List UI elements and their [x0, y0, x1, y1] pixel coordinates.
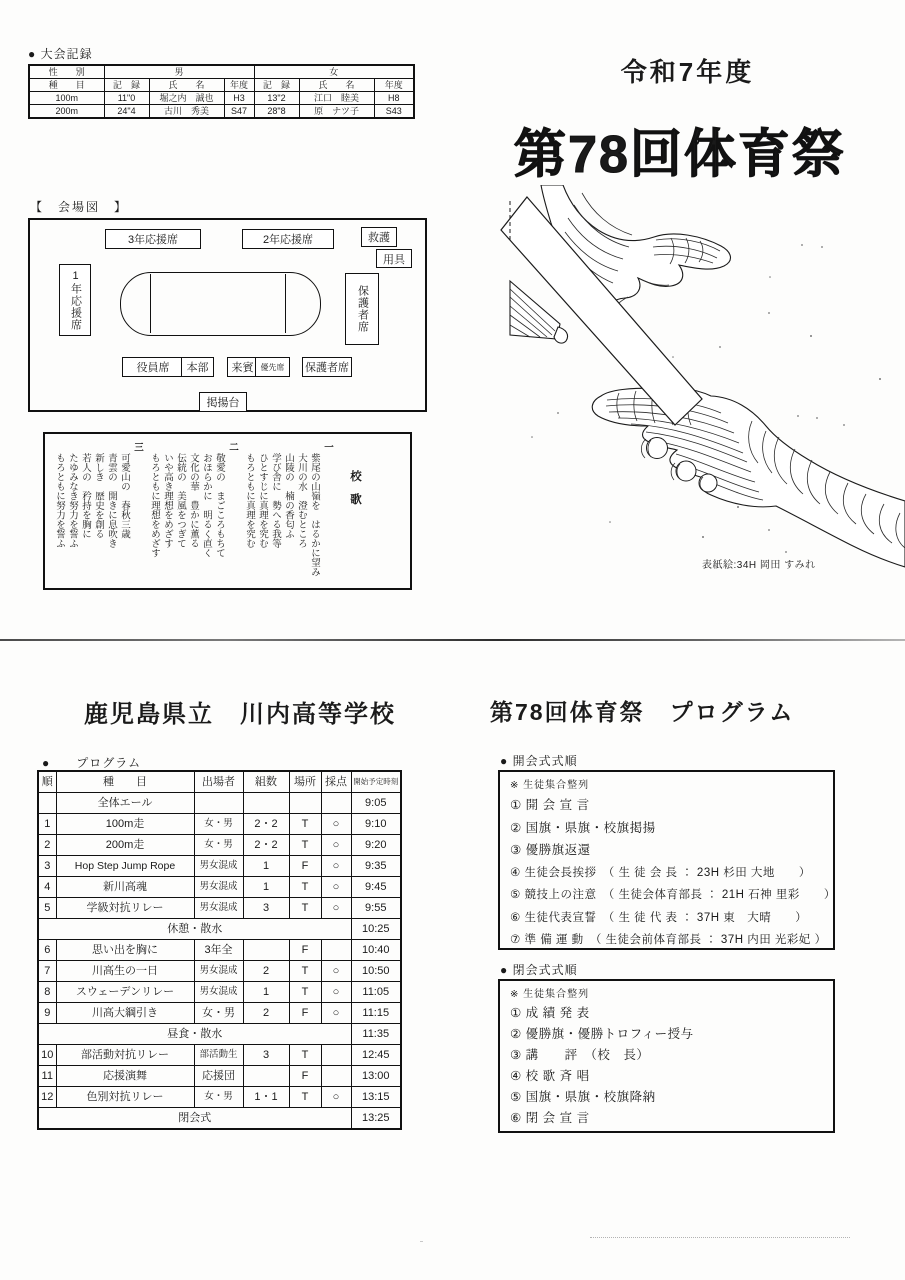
school-name: 鹿児島県立 川内高等学校: [84, 701, 396, 728]
record-mark: 13"2: [254, 92, 299, 105]
record-mark: 11"0: [104, 92, 149, 105]
guests-seats: 来賓: [227, 357, 258, 377]
program-row: [38, 1066, 401, 1087]
opening-item: ④ 生徒会長挨拶 （ 生 徒 会 長 ： 23H 杉田 大地 ）: [510, 866, 811, 879]
song-line: 敬愛の まごころもちて: [214, 453, 225, 558]
cell-scoring: ○: [321, 814, 351, 835]
record-holder: 江口 睦美: [299, 92, 374, 105]
cell-time: 9:55: [351, 898, 401, 919]
lower-hand: [592, 388, 905, 567]
cell-scoring: ○: [321, 961, 351, 982]
cell-heats: 2: [243, 1003, 289, 1024]
song-verse-3: [53, 442, 144, 584]
song-line: たゆみなき努力を誓ふ: [67, 453, 78, 548]
verse-number: 二: [227, 442, 238, 452]
verse-number: 一: [322, 442, 333, 452]
records-female-header: 女: [254, 65, 414, 79]
cell-participants: 応援団: [194, 1066, 243, 1087]
venue-map: [28, 218, 427, 412]
assembly-note: ※ 生徒集合整列: [510, 780, 590, 791]
program-row: [38, 961, 401, 982]
opening-ceremony-label: ● 開会式式順: [500, 754, 578, 768]
closing-ceremony-box: [498, 979, 835, 1133]
cell-heats: 3: [243, 898, 289, 919]
cell-heats: 1: [243, 877, 289, 898]
cell-participants: 部活動生: [194, 1045, 243, 1066]
song-line: ひとすじに真理を究む: [257, 453, 268, 548]
cell-place: T: [289, 961, 321, 982]
cell-participants: [194, 793, 243, 814]
program-row: [38, 835, 401, 856]
cell-participants: 女・男: [194, 814, 243, 835]
closing-item: ⑤ 国旗・県旗・校旗降納: [510, 1090, 656, 1104]
page-fold-divider: [0, 639, 905, 641]
program-page-title: 第78回体育祭 プログラム: [490, 699, 795, 725]
cover-credit: 表紙絵:34H 岡田 すみれ: [702, 560, 816, 571]
cell-place: T: [289, 1087, 321, 1108]
cell-heats: 3: [243, 1045, 289, 1066]
cell-no: 7: [38, 961, 56, 982]
cell-time: 12:45: [351, 1045, 401, 1066]
cell-no: 5: [38, 898, 56, 919]
first-aid-box: 救護: [361, 227, 397, 247]
parents-seats-bottom: 保護者席: [302, 357, 352, 377]
cell-scoring: ○: [321, 898, 351, 919]
closing-item: ⑥ 閉 会 宣 言: [510, 1111, 590, 1125]
song-line: もろともに努力を誓ふ: [54, 453, 65, 548]
song-line: 文化の華 豊かに薫る: [188, 453, 199, 548]
cell-place: [289, 793, 321, 814]
cell-event: 学級対抗リレー: [56, 898, 194, 919]
records-header-row: [29, 65, 414, 79]
song-line: 紫尾の山嶺を はるかに望み: [309, 453, 320, 577]
cell-event: 川高生の一日: [56, 961, 194, 982]
cell-place: T: [289, 877, 321, 898]
cell-place: T: [289, 814, 321, 835]
song-line: もろともに理想をめざす: [149, 453, 160, 558]
cell-time: 9:35: [351, 856, 401, 877]
cell-heats: 1: [243, 982, 289, 1003]
program-break-row: [38, 1024, 401, 1045]
opening-item: ② 国旗・県旗・校旗掲揚: [510, 820, 656, 835]
record-event: 200m: [29, 105, 104, 119]
cell-scoring: [321, 1066, 351, 1087]
record-year: H3: [224, 92, 254, 105]
records-name-header: 氏 名: [299, 79, 374, 92]
flag-stand-box: 掲揚台: [199, 392, 247, 412]
cell-no: 6: [38, 940, 56, 961]
officials-seats: 役員席: [122, 357, 184, 377]
program-row: [38, 1087, 401, 1108]
headquarters-box: 本部: [181, 357, 214, 377]
cell-event: 100m走: [56, 814, 194, 835]
cell-place: T: [289, 1045, 321, 1066]
program-break-row: [38, 919, 401, 940]
cell-heats: 1・1: [243, 1087, 289, 1108]
col-start-time: 開始予定時刻: [351, 771, 401, 793]
closing-item: ② 優勝旗・優勝トロフィー授与: [510, 1027, 694, 1041]
records-table: [28, 64, 415, 119]
opening-ceremony-box: [498, 770, 835, 950]
song-line: もろともに真理を究む: [244, 453, 255, 548]
cover-year: 令和7年度: [620, 57, 755, 87]
cover-title: 第78回体育祭: [514, 126, 846, 184]
program-header-row: [38, 771, 401, 793]
cell-place: T: [289, 835, 321, 856]
cell-place: F: [289, 856, 321, 877]
cell-place: F: [289, 1066, 321, 1087]
song-line: 可愛山の 春秋三歳: [119, 453, 130, 539]
song-line: 若人の 矜持を胸に: [80, 453, 91, 539]
cell-time: 13:00: [351, 1066, 401, 1087]
record-year: S47: [224, 105, 254, 119]
record-mark: 28"8: [254, 105, 299, 119]
song-line: 新しき 歴史を創る: [93, 453, 104, 539]
song-line: 山陵の 楠の香匂ふ: [283, 453, 294, 539]
records-label: ● 大会記録: [28, 47, 93, 61]
cover-illustration: [470, 185, 905, 570]
cell-place: F: [289, 940, 321, 961]
cell-heats: 1: [243, 856, 289, 877]
cell-no: 9: [38, 1003, 56, 1024]
equipment-box: 用具: [376, 249, 412, 268]
opening-item: ③ 優勝旗返還: [510, 843, 591, 857]
cell-scoring: ○: [321, 1087, 351, 1108]
col-heats: 組数: [243, 771, 289, 793]
records-record-header: 記 録: [104, 79, 149, 92]
cell-event: スウェーデンリレー: [56, 982, 194, 1003]
venue-map-label: 【 会場図 】: [30, 200, 129, 214]
song-line: 青雲の 開きに息吹き: [106, 453, 117, 548]
col-order: 順: [38, 771, 56, 793]
record-mark: 24"4: [104, 105, 149, 119]
cell-time: 13:25: [351, 1108, 401, 1130]
cell-break: 昼食・散水: [38, 1024, 351, 1045]
cell-scoring: [321, 793, 351, 814]
cell-event: 応援演舞: [56, 1066, 194, 1087]
opening-item: ⑥ 生徒代表宣誓 （ 生 徒 代 表 ： 37H 東 大晴 ）: [510, 911, 808, 924]
program-row: [38, 1003, 401, 1024]
stand-2nd-year: 2年応援席: [242, 229, 334, 249]
song-line: いや高き理想をめざす: [162, 453, 173, 548]
cell-no: 10: [38, 1045, 56, 1066]
verse-number: 三: [132, 442, 143, 452]
program-row: [38, 877, 401, 898]
cell-no: 4: [38, 877, 56, 898]
opening-item: ① 開 会 宣 言: [510, 798, 590, 812]
cell-time: 10:50: [351, 961, 401, 982]
cell-scoring: [321, 940, 351, 961]
cell-time: 9:45: [351, 877, 401, 898]
cell-closing: 閉会式: [38, 1108, 351, 1130]
song-line: 大川の水 澄むところ: [296, 453, 307, 548]
song-title: 校 歌: [349, 470, 361, 505]
cell-participants: 3年全: [194, 940, 243, 961]
cell-heats: [243, 793, 289, 814]
program-row: [38, 940, 401, 961]
opening-item: ⑤ 競技上の注意 （ 生徒会体育部長 ： 21H 石神 里彩 ）: [510, 889, 836, 901]
record-holder: 古川 秀美: [149, 105, 224, 119]
cell-scoring: ○: [321, 835, 351, 856]
cell-event: 全体エール: [56, 793, 194, 814]
record-year: H8: [374, 92, 414, 105]
song-verse-2: [148, 442, 239, 584]
school-song-text: [45, 434, 375, 588]
program-row: [38, 793, 401, 814]
cell-scoring: ○: [321, 982, 351, 1003]
records-year-header: 年度: [224, 79, 254, 92]
records-event-header: 種 目: [29, 79, 104, 92]
cell-heats: 2・2: [243, 814, 289, 835]
cell-time: 11:05: [351, 982, 401, 1003]
assembly-note: ※ 生徒集合整列: [510, 989, 590, 1000]
cell-scoring: ○: [321, 856, 351, 877]
cell-participants: 女・男: [194, 835, 243, 856]
records-name-header: 氏 名: [149, 79, 224, 92]
cell-event: 200m走: [56, 835, 194, 856]
parents-seats-side: 保護者席: [345, 273, 379, 345]
cell-event: 部活動対抗リレー: [56, 1045, 194, 1066]
track-chord-right: [285, 274, 286, 333]
program-row: [38, 856, 401, 877]
track-chord-left: [150, 274, 151, 333]
record-event: 100m: [29, 92, 104, 105]
program-break-row: [38, 1108, 401, 1130]
col-participants: 出場者: [194, 771, 243, 793]
cell-participants: 女・男: [194, 1003, 243, 1024]
cell-time: 10:25: [351, 919, 401, 940]
records-year-header: 年度: [374, 79, 414, 92]
record-year: S43: [374, 105, 414, 119]
cell-time: 9:10: [351, 814, 401, 835]
cell-participants: 男女混成: [194, 856, 243, 877]
record-holder: 原 ナツ子: [299, 105, 374, 119]
cell-event: Hop Step Jump Rope: [56, 856, 194, 877]
cell-time: 9:20: [351, 835, 401, 856]
record-holder: 堀之内 誠也: [149, 92, 224, 105]
cell-time: 9:05: [351, 793, 401, 814]
cell-heats: [243, 1066, 289, 1087]
cell-scoring: ○: [321, 1003, 351, 1024]
program-row: [38, 982, 401, 1003]
cell-event: 思い出を胸に: [56, 940, 194, 961]
cell-no: 2: [38, 835, 56, 856]
cell-place: T: [289, 898, 321, 919]
cell-scoring: ○: [321, 877, 351, 898]
cell-scoring: [321, 1045, 351, 1066]
cell-time: 10:40: [351, 940, 401, 961]
cell-participants: 男女混成: [194, 982, 243, 1003]
closing-item: ④ 校 歌 斉 唱: [510, 1069, 590, 1083]
program-row: [38, 1045, 401, 1066]
cell-heats: 2・2: [243, 835, 289, 856]
stand-1st-year: 1年応援席: [59, 264, 91, 336]
records-subheader-row: [29, 79, 414, 92]
scan-artifact-line: [590, 1237, 850, 1238]
program-row: [38, 898, 401, 919]
cell-participants: 男女混成: [194, 877, 243, 898]
priority-seats: 優先席: [255, 357, 290, 377]
records-male-header: 男: [104, 65, 254, 79]
school-song-box: [43, 432, 412, 590]
cell-break: 休憩・散水: [38, 919, 351, 940]
cell-heats: 2: [243, 961, 289, 982]
cell-no: 11: [38, 1066, 56, 1087]
cell-place: T: [289, 982, 321, 1003]
cell-heats: [243, 940, 289, 961]
cell-event: 色別対抗リレー: [56, 1087, 194, 1108]
col-place: 場所: [289, 771, 321, 793]
song-line: 伝統の 美風をつぎて: [175, 453, 186, 548]
opening-item: ⑦ 準 備 運 動 （ 生徒会前体育部長 ： 37H 内田 光彩妃 ）: [510, 934, 827, 946]
cell-participants: 男女混成: [194, 898, 243, 919]
program-label: ● プログラム: [42, 756, 142, 770]
closing-ceremony-label: ● 閉会式式順: [500, 963, 578, 977]
closing-item: ③ 講 評 （校 長）: [510, 1048, 650, 1062]
records-record-header: 記 録: [254, 79, 299, 92]
song-verse-1: [243, 442, 334, 584]
song-line: おほらかに 明るく直く: [201, 453, 212, 558]
cell-no: 3: [38, 856, 56, 877]
cell-no: 1: [38, 814, 56, 835]
cell-time: 11:35: [351, 1024, 401, 1045]
cell-no: 8: [38, 982, 56, 1003]
cell-place: F: [289, 1003, 321, 1024]
cell-no: [38, 793, 56, 814]
stand-3rd-year: 3年応援席: [105, 229, 201, 249]
song-line: 学び舎に 勢へる我等: [270, 453, 281, 548]
col-scoring: 採点: [321, 771, 351, 793]
cell-event: 新川高魂: [56, 877, 194, 898]
program-row: [38, 814, 401, 835]
col-event: 種 目: [56, 771, 194, 793]
records-row: [29, 92, 414, 105]
cell-event: 川高大綱引き: [56, 1003, 194, 1024]
program-table: [37, 770, 402, 1130]
cell-participants: 女・男: [194, 1087, 243, 1108]
closing-item: ① 成 績 発 表: [510, 1006, 590, 1020]
scan-artifact-dot: [420, 1241, 423, 1242]
cell-participants: 男女混成: [194, 961, 243, 982]
cell-time: 13:15: [351, 1087, 401, 1108]
records-gender-header: 性 別: [29, 65, 104, 79]
records-row: [29, 105, 414, 119]
cell-no: 12: [38, 1087, 56, 1108]
cell-time: 11:15: [351, 1003, 401, 1024]
